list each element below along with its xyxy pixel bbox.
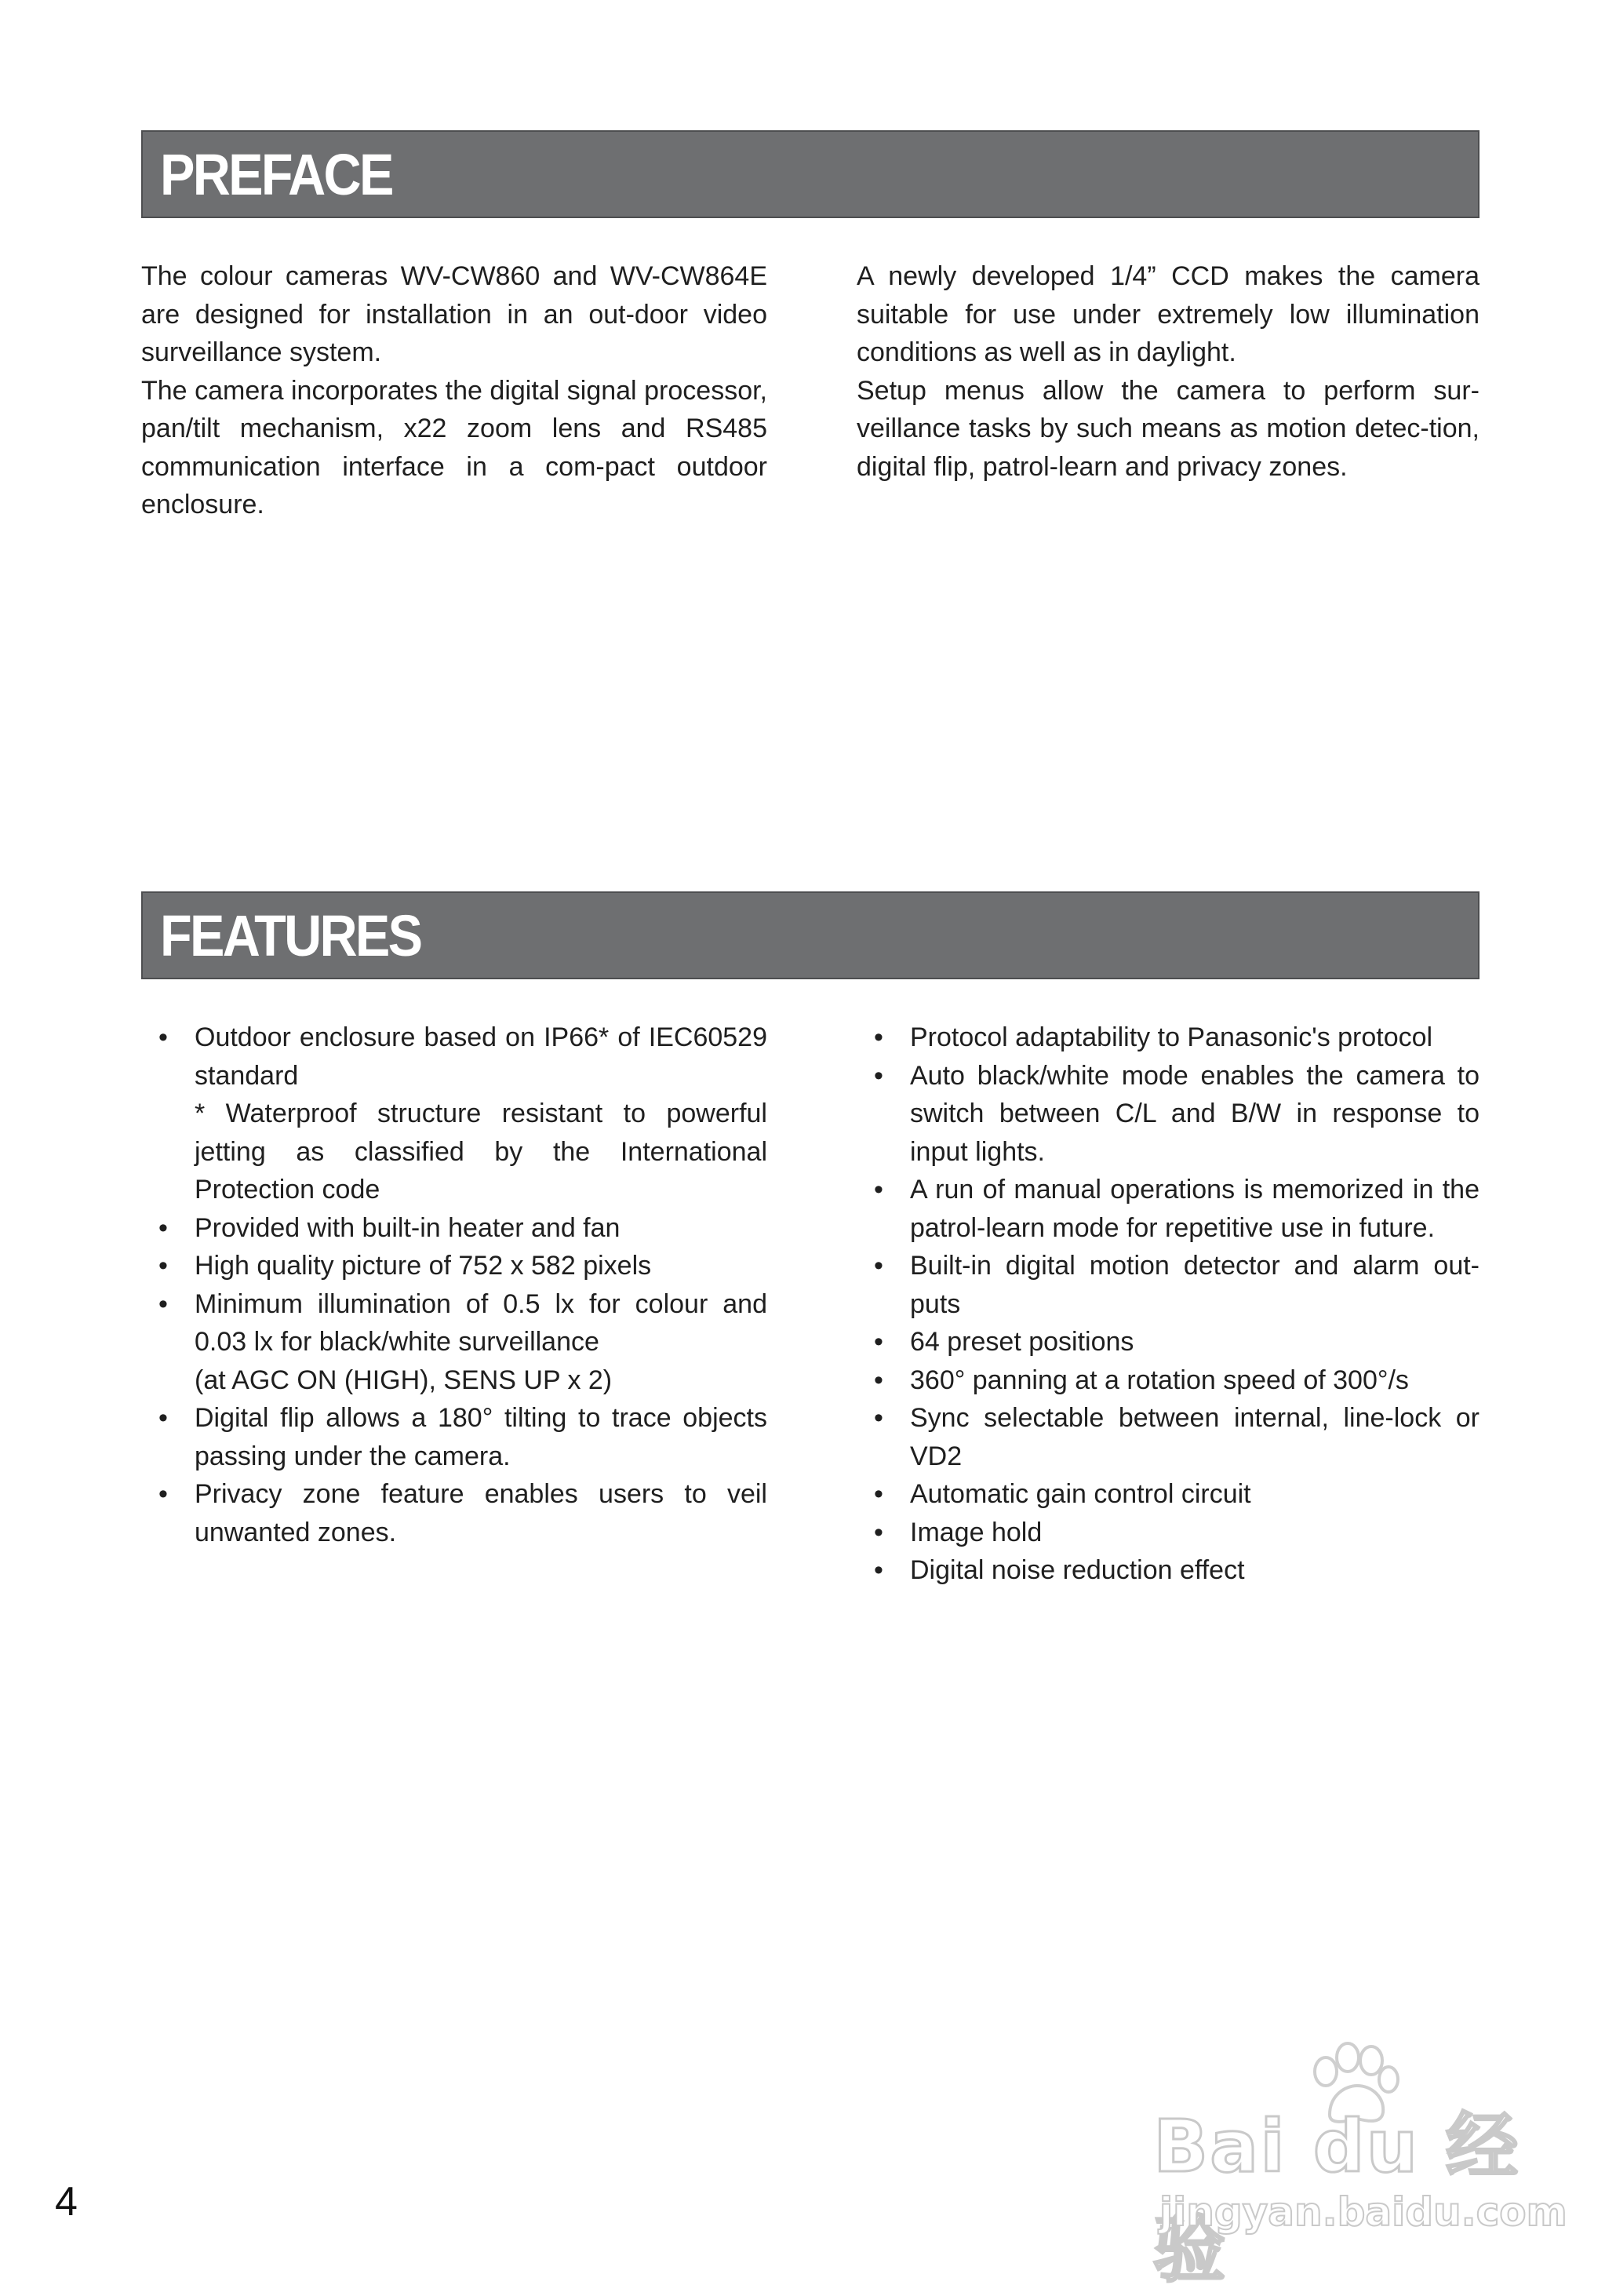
features-left-column <box>141 1019 767 1551</box>
bullet-icon: • <box>874 1327 883 1357</box>
feature-text: Provided with built-in heater and fan <box>195 1212 621 1243</box>
feature-item <box>857 1247 1480 1323</box>
feature-item <box>141 1247 767 1285</box>
feature-text: 64 preset positions <box>910 1327 1134 1357</box>
feature-item <box>857 1551 1480 1590</box>
bullet-icon: • <box>874 1403 883 1433</box>
feature-item <box>857 1399 1480 1475</box>
feature-text: Auto black/white mode enables the camera to switch between C/L and B/W in response to input lights. <box>910 1060 1480 1167</box>
feature-text: High quality picture of 752 x 582 pixels <box>195 1251 652 1281</box>
feature-text: Sync selectable between internal, line-lock or VD2 <box>910 1403 1480 1471</box>
features-left-list <box>141 1019 767 1551</box>
bullet-icon: • <box>874 1060 883 1091</box>
bullet-icon: • <box>158 1022 168 1052</box>
feature-text: Minimum illumination of 0.5 lx for colour and 0.03 lx for black/white surveillance <box>195 1288 767 1357</box>
preface-left-column <box>141 257 767 524</box>
feature-item <box>857 1475 1480 1514</box>
feature-item <box>857 1019 1480 1057</box>
feature-item <box>141 1475 767 1551</box>
feature-text: Digital noise reduction effect <box>910 1555 1245 1585</box>
baidu-watermark <box>1153 2040 1567 2292</box>
preface-paragraph: The colour cameras WV-CW860 and WV-CW864E are designed for installation in an out-door video surveillance system. <box>141 261 767 367</box>
bullet-icon: • <box>874 1175 883 1204</box>
bullet-icon: • <box>874 1365 883 1395</box>
feature-note: * Waterproof structure resistant to powerful jetting as classified by the International Protection code <box>195 1099 767 1204</box>
bullet-icon: • <box>874 1479 883 1509</box>
feature-text: Automatic gain control circuit <box>910 1479 1251 1509</box>
feature-item <box>857 1361 1480 1400</box>
features-right-column <box>857 1019 1480 1590</box>
feature-item <box>857 1171 1480 1247</box>
preface-paragraph: Setup menus allow the camera to perform sur-veillance tasks by such means as motion detec-tion, digital flip, patrol-learn and privacy zones. <box>857 375 1480 482</box>
features-title: FEATURES <box>160 902 421 968</box>
preface-paragraph: The camera incorporates the digital signal processor, pan/tilt mechanism, x22 zoom lens and RS485 communication interface in a com-pact outdoor enclosure. <box>141 375 767 519</box>
feature-text: Protocol adaptability to Panasonic's protocol <box>910 1022 1433 1052</box>
feature-text: Privacy zone feature enables users to veil unwanted zones. <box>195 1479 767 1547</box>
feature-note: (at AGC ON (HIGH), SENS UP x 2) <box>195 1365 613 1395</box>
feature-item <box>857 1323 1480 1361</box>
bullet-icon: • <box>874 1517 883 1547</box>
feature-item <box>141 1209 767 1248</box>
feature-text: Built-in digital motion detector and alarm out-puts <box>910 1251 1480 1319</box>
feature-text: Image hold <box>910 1517 1043 1547</box>
bullet-icon: • <box>158 1288 168 1319</box>
bullet-icon: • <box>874 1555 883 1585</box>
feature-item <box>857 1514 1480 1552</box>
feature-text: A run of manual operations is memorized in the patrol-learn mode for repetitive use in future. <box>910 1175 1480 1243</box>
preface-paragraph: A newly developed 1/4” CCD makes the camera suitable for use under extremely low illumination conditions as well as in daylight. <box>857 261 1480 367</box>
feature-text: Digital flip allows a 180° tilting to trace objects passing under the camera. <box>195 1403 767 1471</box>
feature-text: 360° panning at a rotation speed of 300°/s <box>910 1365 1409 1395</box>
bullet-icon: • <box>158 1403 168 1433</box>
page-number: 4 <box>55 2179 78 2225</box>
feature-text: Outdoor enclosure based on IP66* of IEC60529 standard <box>195 1022 767 1091</box>
preface-header <box>141 130 1480 218</box>
bullet-icon: • <box>158 1212 168 1243</box>
preface-title: PREFACE <box>160 141 392 207</box>
watermark-logo: Bai du 经验 <box>1153 2105 1520 2292</box>
features-header <box>141 891 1480 979</box>
bullet-icon: • <box>158 1479 168 1509</box>
feature-item <box>141 1285 767 1400</box>
bullet-icon: • <box>874 1022 883 1052</box>
bullet-icon: • <box>874 1251 883 1281</box>
bullet-icon: • <box>158 1251 168 1281</box>
feature-item <box>857 1057 1480 1172</box>
feature-item <box>141 1399 767 1475</box>
preface-right-column <box>857 257 1480 486</box>
feature-item <box>141 1019 767 1209</box>
features-right-list <box>857 1019 1480 1590</box>
watermark-url: jingyan.baidu.com <box>1159 2189 1567 2235</box>
